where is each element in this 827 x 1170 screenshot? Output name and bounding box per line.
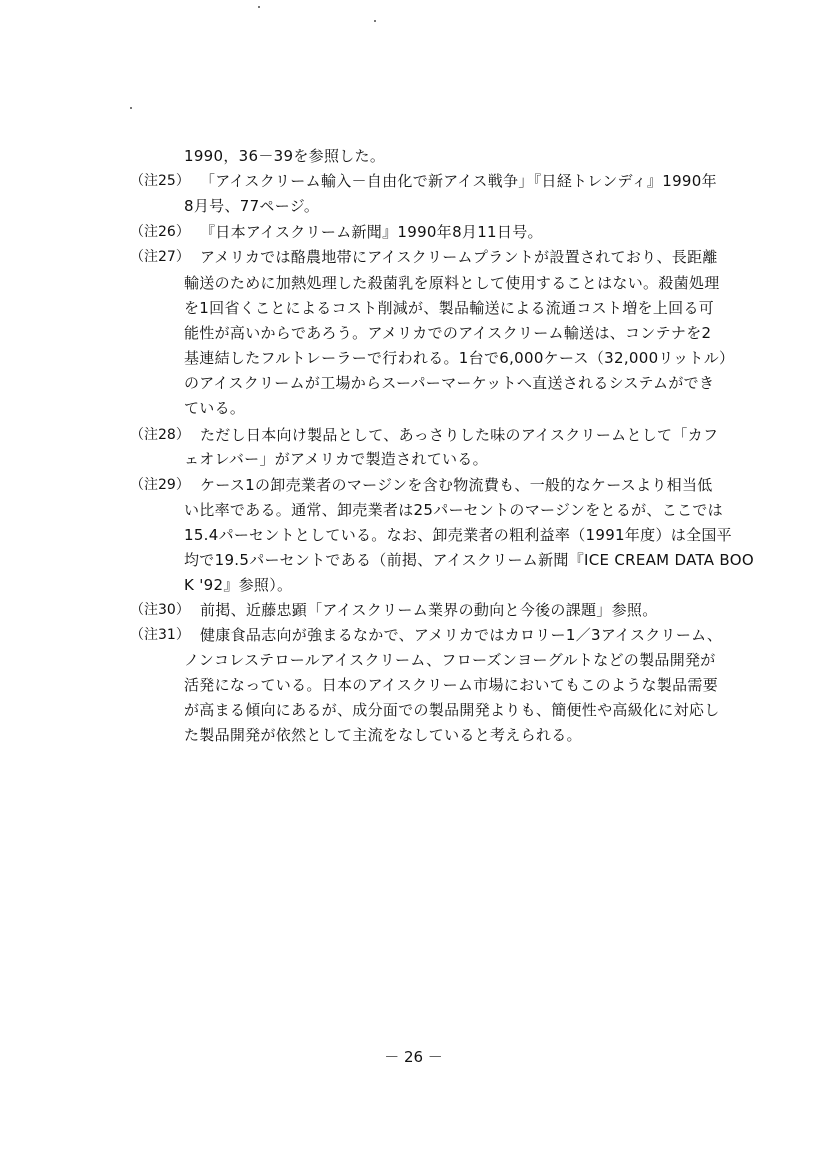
scan-speck <box>258 6 260 8</box>
note-29-line-5: K '92』参照）。 <box>184 576 293 594</box>
note-27-line-4: 能性が高いからであろう。アメリカでのアイスクリーム輸送は、コンテナを2 <box>184 324 712 342</box>
scan-speck <box>374 20 376 22</box>
note-31-line-2: ノンコレステロールアイスクリーム、フローズンヨーグルトなどの製品開発が <box>184 651 716 669</box>
note-31-line-1: 健康食品志向が強まるなかで、アメリカではカロリー1／3アイスクリーム、 <box>200 626 723 644</box>
note-25-label: （注25） <box>130 173 190 189</box>
note-27-line-5: 基連結したフルトレーラーで行われる。1台で6,000ケース（32,000リットル） <box>184 349 735 367</box>
page-number: － 26 － <box>384 1048 443 1066</box>
note-27-label: （注27） <box>130 249 190 265</box>
scan-speck <box>130 107 132 109</box>
note-27-line-3: を1回省くことによるコスト削減が、製品輸送による流通コスト増を上回る可 <box>184 299 715 317</box>
note-29-line-4: 均で19.5パーセントである（前掲、アイスクリーム新聞『ICE CREAM DATA BOO <box>184 551 754 569</box>
note-25-line-1: 「アイスクリーム輸入－自由化で新アイス戦争」『日経トレンディ』1990年 <box>200 172 717 190</box>
note-26-line-1: 『日本アイスクリーム新聞』1990年8月11日号。 <box>200 223 543 241</box>
note-27-line-1: アメリカでは酪農地帯にアイスクリームプラントが設置されており、長距離 <box>200 248 718 266</box>
note-29-label: （注29） <box>130 477 190 493</box>
note-30-label: （注30） <box>130 602 190 618</box>
note-27-line-7: ている。 <box>184 399 246 417</box>
note-28-line-1: ただし日本向け製品として、あっさりした味のアイスクリームとして「カフ <box>200 426 719 444</box>
note-31-line-5: た製品開発が依然として主流をなしていると考えられる。 <box>184 726 582 744</box>
continuation-line: 1990，36－39を参照した。 <box>184 147 386 165</box>
note-31-label: （注31） <box>130 627 190 643</box>
note-30-line-1: 前掲、近藤忠顕「アイスクリーム業界の動向と今後の課題」参照。 <box>200 601 658 619</box>
note-31-line-3: 活発になっている。日本のアイスクリーム市場においてもこのような製品需要 <box>184 676 719 694</box>
note-26-label: （注26） <box>130 224 190 240</box>
note-25-line-2: 8月号、77ページ。 <box>184 197 320 215</box>
note-28-label: （注28） <box>130 427 190 443</box>
note-27-line-6: のアイスクリームが工場からスーパーマーケットへ直送されるシステムができ <box>184 374 715 392</box>
note-28-line-2: ェオレバー」がアメリカで製造されている。 <box>184 450 488 468</box>
note-27-line-2: 輸送のために加熱処理した殺菌乳を原料として使用することはない。殺菌処理 <box>184 274 720 292</box>
note-29-line-1: ケース1の卸売業者のマージンを含む物流費も、一般的なケースより相当低 <box>200 476 713 494</box>
note-29-line-3: 15.4パーセントとしている。なお、卸売業者の粗利益率（1991年度）は全国平 <box>184 526 732 544</box>
note-31-line-4: が高まる傾向にあるが、成分面での製品開発よりも、簡便性や高級化に対応し <box>184 701 720 719</box>
note-29-line-2: い比率である。通常、卸売業者は25パーセントのマージンをとるが、ここでは <box>184 501 723 519</box>
